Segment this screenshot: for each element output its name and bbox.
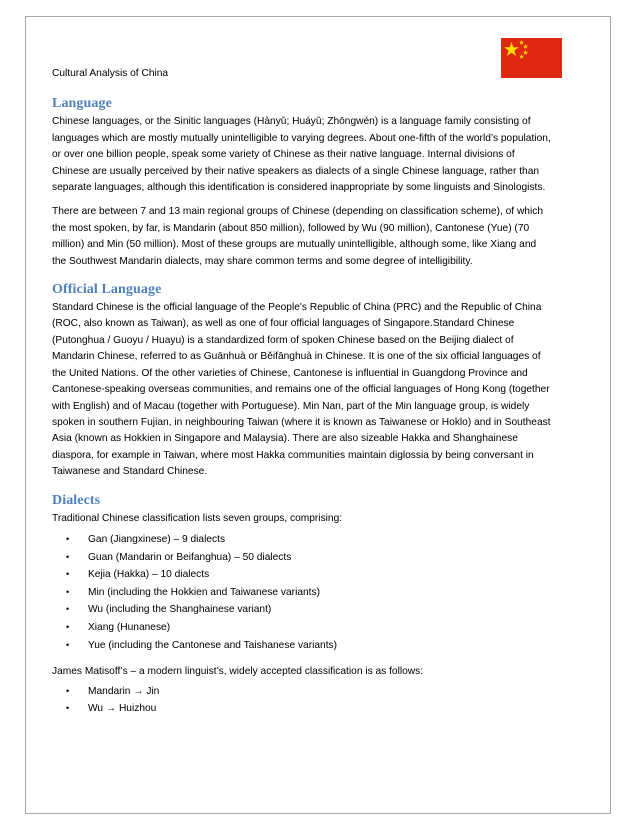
document-content [52, 66, 552, 728]
heading-dialects: Dialects [52, 492, 101, 508]
bullet-icon: • [66, 533, 70, 544]
bullet-icon: • [66, 586, 70, 597]
list-item: • Xiang (Hunanese) [52, 619, 552, 637]
heading-language: Language [52, 96, 112, 112]
bullet-icon: • [66, 703, 70, 714]
list-item: • Yue (including the Cantonese and Taishanese variants) [52, 637, 552, 655]
list-item: • Wu (including the Shanghainese variant) [52, 601, 552, 619]
bullet-icon: • [66, 639, 70, 650]
list-item: • Gan (Jiangxinese) – 9 dialects [52, 531, 552, 549]
list-item: • Mandarin → Jin [52, 683, 552, 701]
bullet-icon: • [66, 685, 70, 696]
list-item: • Wu → Huizhou [52, 700, 552, 718]
document-title: Cultural Analysis of China [52, 68, 169, 79]
paragraph-dialects-intro: Traditional Chinese classification lists seven groups, comprising: [52, 512, 343, 524]
bullet-icon: • [66, 551, 70, 562]
bullet-icon: • [66, 621, 70, 632]
heading-official-language: Official Language [52, 282, 162, 298]
dialect-groups-list [52, 531, 552, 654]
list-item: • Min (including the Hokkien and Taiwanese variants) [52, 584, 552, 602]
paragraph-matisoff-intro: James Matisoff’s – a modern linguist’s, widely accepted classification is as follows: [52, 666, 424, 678]
paragraph-language-2: There are between 7 and 13 main regional groups of Chinese (depending on classification scheme), of which the most spoken, by far, is Mandarin (about 850 million), followed by Wu (90 million), Cantonese (Yue) (70 million) and Min (50 million). Most of these groups are mutually unintelligible, although some, like Xiang and the Southwest Mandarin dialects, may share common terms and some degree of intelligibility. [52, 206, 543, 267]
paragraph-language-1: Chinese languages, or the Sinitic languages (Hànyǔ; Huáyǔ; Zhōngwén) is a language family consisting of languages which are mostly mutually unintelligible to varying degrees. About one-fifth of the world’s population, or over one billion people, speak some variety of Chinese as their native language. Internal divisions of Chinese are usually perceived by their native speakers as dialects of a single Chinese language, rather than separate languages, although this identification is considered inappropriate by some linguists and Sinologists. [52, 116, 551, 194]
paragraph-official-language: Standard Chinese is the official language of the People's Republic of China (PRC) and the Republic of China (ROC, also known as Taiwan), as well as one of four official languages of Singapore.Standard Chinese (Putonghua / Guoyu / Huayu) is a standardized form of spoken Chinese based on the Beijing dialect of Mandarin Chinese, referred to as Guānhuà or Běifānghuà in Chinese. It is one of the six official languages of the United Nations. Of the other varieties of Chinese, Cantonese is influential in Guangdong Province and Cantonese-speaking overseas communities, and remains one of the official languages of Hong Kong (together with English) and of Macau (together with Portuguese). Min Nan, part of the Min language group, is widely spoken in southern Fujian, in neighbouring Taiwan (where it is known as Taiwanese or Hoklo) and in Southeast Asia (known as Hokkien in Singapore and Malaysia). There are also sizeable Hakka and Shanghainese diaspora, for example in Taiwan, where most Hakka communities maintain diglossia by being conversant in Taiwanese and Standard Chinese. [52, 302, 551, 478]
matisoff-classification-list [52, 683, 552, 718]
list-item: • Kejia (Hakka) – 10 dialects [52, 566, 552, 584]
bullet-icon: • [66, 569, 70, 580]
list-item: • Guan (Mandarin or Beifanghua) – 50 dialects [52, 549, 552, 567]
bullet-icon: • [66, 604, 70, 615]
